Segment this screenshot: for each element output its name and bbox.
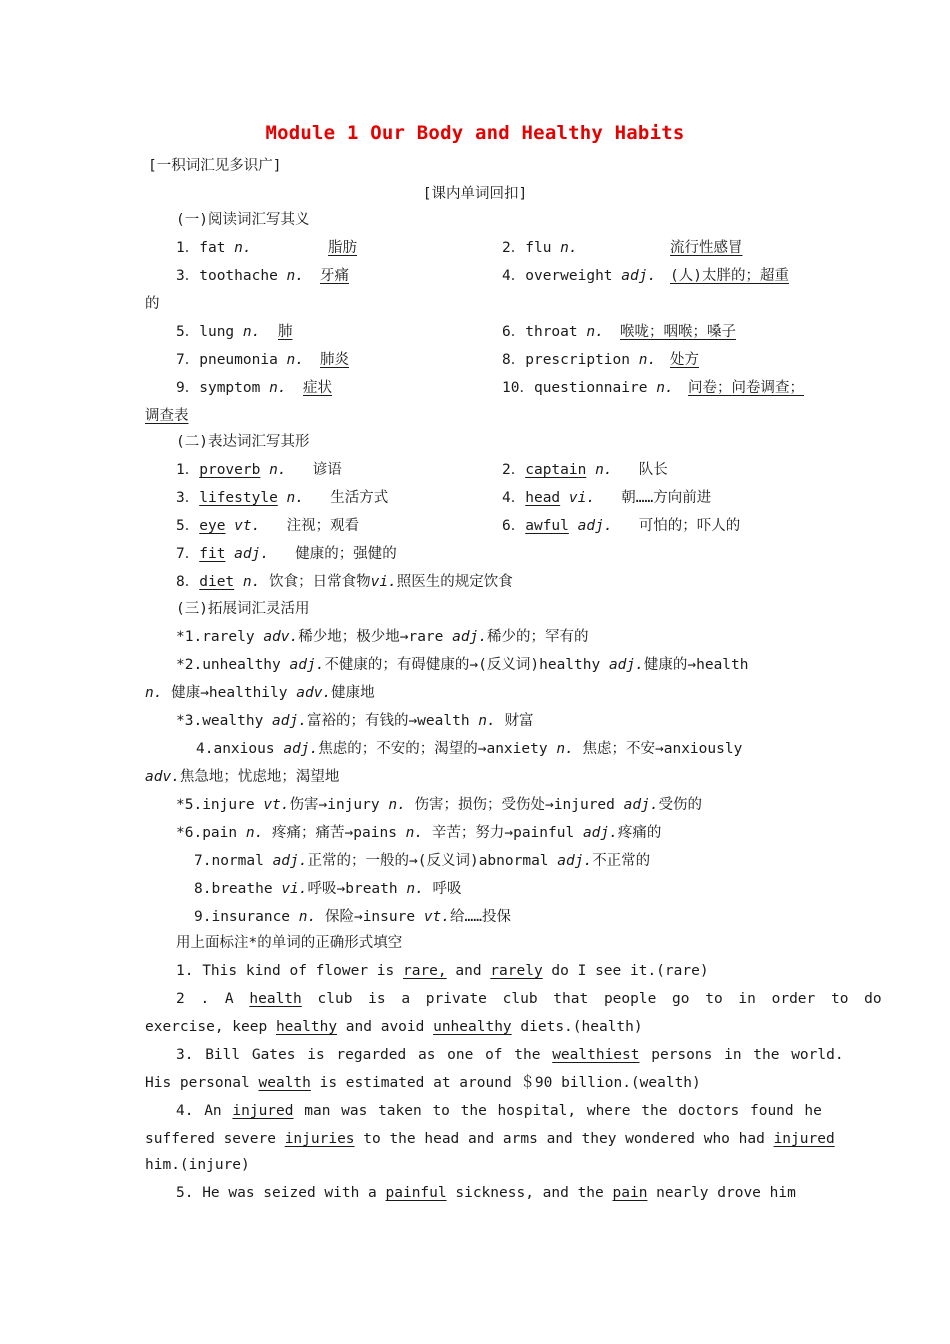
vocab-item: 4．head vi. 朝……方向前进 <box>502 490 712 506</box>
answer: (人)太胖的；超重 <box>670 268 789 284</box>
part2-heading: (二)表达词汇写其形 <box>176 434 310 450</box>
answer-continued: 调查表 <box>145 408 189 424</box>
answer: 问卷；问卷调查； <box>688 380 804 396</box>
vocab-item: 8．prescription n. <box>502 352 657 368</box>
exercise-sentence: him.(injure) <box>145 1157 250 1173</box>
vocab-item: 2．flu n. <box>502 240 578 256</box>
exercise-heading: 用上面标注*的单词的正确形式填空 <box>176 935 403 951</box>
answer: 症状 <box>303 380 332 396</box>
exercise-sentence: 1. This kind of flower is rare, and rarely do I see it.(rare) <box>176 963 709 979</box>
answer: 牙痛 <box>320 268 349 284</box>
exercise-sentence: 5. He was seized with a painful sickness, and the pain nearly drove him <box>176 1185 796 1201</box>
answer: 喉咙；咽喉；嗓子 <box>620 324 736 340</box>
word-family-line: *5.injure vt.伤害→injury n. 伤害；损伤；受伤处→injured adj.受伤的 <box>176 797 703 813</box>
vocab-item: 5．lung n. <box>176 324 261 340</box>
exercise-sentence: exercise, keep healthy and avoid unhealthy diets.(health) <box>145 1019 643 1035</box>
vocab-item: 7．pneumonia n. <box>176 352 305 368</box>
word-family-line: n. 健康→healthily adv.健康地 <box>145 685 375 701</box>
answer-continued: 的 <box>145 296 160 312</box>
exercise-sentence: His personal wealth is estimated at around ＄90 billion.(wealth) <box>145 1075 701 1091</box>
part1-heading: (一)阅读词汇写其义 <box>176 212 310 228</box>
answer: 处方 <box>670 352 699 368</box>
subsection-heading: [课内单词回扣] <box>422 186 528 202</box>
answer: 肺 <box>278 324 293 340</box>
vocab-item: 1．fat n. <box>176 240 252 256</box>
exercise-sentence: 4. An injured man was taken to the hospital, where the doctors found he <box>176 1103 822 1119</box>
answer: 脂肪 <box>328 240 357 256</box>
word-family-line: *1.rarely adv.稀少地；极少地→rare adj.稀少的；罕有的 <box>176 629 589 645</box>
vocab-item: 6．throat n. <box>502 324 604 340</box>
vocab-item: 9．symptom n. <box>176 380 287 396</box>
word-family-line: 4.anxious adj.焦虑的；不安的；渴望的→anxiety n. 焦虑；不安→anxiously <box>196 741 743 757</box>
word-family-line: *6.pain n. 疼痛；痛苦→pains n. 辛苦；努力→painful adj.疼痛的 <box>176 825 662 841</box>
word-family-line: 9.insurance n. 保险→insure vt.给……投保 <box>194 909 511 925</box>
vocab-item: 3．lifestyle n. 生活方式 <box>176 490 389 506</box>
vocab-item: 5．eye vt. 注视；观看 <box>176 518 360 534</box>
part3-heading: (三)拓展词汇灵活用 <box>176 601 310 617</box>
word-family-line: 8.breathe vi.呼吸→breath n. 呼吸 <box>194 881 462 897</box>
section-heading: [一积词汇见多识广] <box>148 158 282 174</box>
vocab-item: 8．diet n. 饮食；日常食物vi.照医生的规定饮食 <box>176 574 513 590</box>
exercise-sentence: 2 . A health club is a private club that people go to in order to do <box>176 991 882 1007</box>
vocab-item: 6．awful adj. 可怕的；吓人的 <box>502 518 741 534</box>
vocab-item: 2．captain n. 队长 <box>502 462 668 478</box>
exercise-sentence: 3. Bill Gates is regarded as one of the wealthiest persons in the world. <box>176 1047 844 1063</box>
vocab-item: 3．toothache n. <box>176 268 305 284</box>
vocab-item: 10．questionnaire n. <box>502 380 674 396</box>
vocab-item: 1．proverb n. 谚语 <box>176 462 342 478</box>
word-family-line: *3.wealthy adj.富裕的；有钱的→wealth n. 财富 <box>176 713 534 729</box>
answer: 流行性感冒 <box>670 240 743 256</box>
answer: 肺炎 <box>320 352 349 368</box>
vocab-item: 4．overweight adj. <box>502 268 657 284</box>
vocab-item: 7．fit adj. 健康的；强健的 <box>176 546 397 562</box>
exercise-sentence: suffered severe injuries to the head and arms and they wondered who had injured <box>145 1131 835 1147</box>
word-family-line: *2.unhealthy adj.不健康的；有碍健康的→(反义词)healthy adj.健康的→health <box>176 657 749 673</box>
word-family-line: adv.焦急地；忧虑地；渴望地 <box>145 769 340 785</box>
page-title: Module 1 Our Body and Healthy Habits <box>265 122 685 144</box>
word-family-line: 7.normal adj.正常的；一般的→(反义词)abnormal adj.不正常的 <box>194 853 651 869</box>
